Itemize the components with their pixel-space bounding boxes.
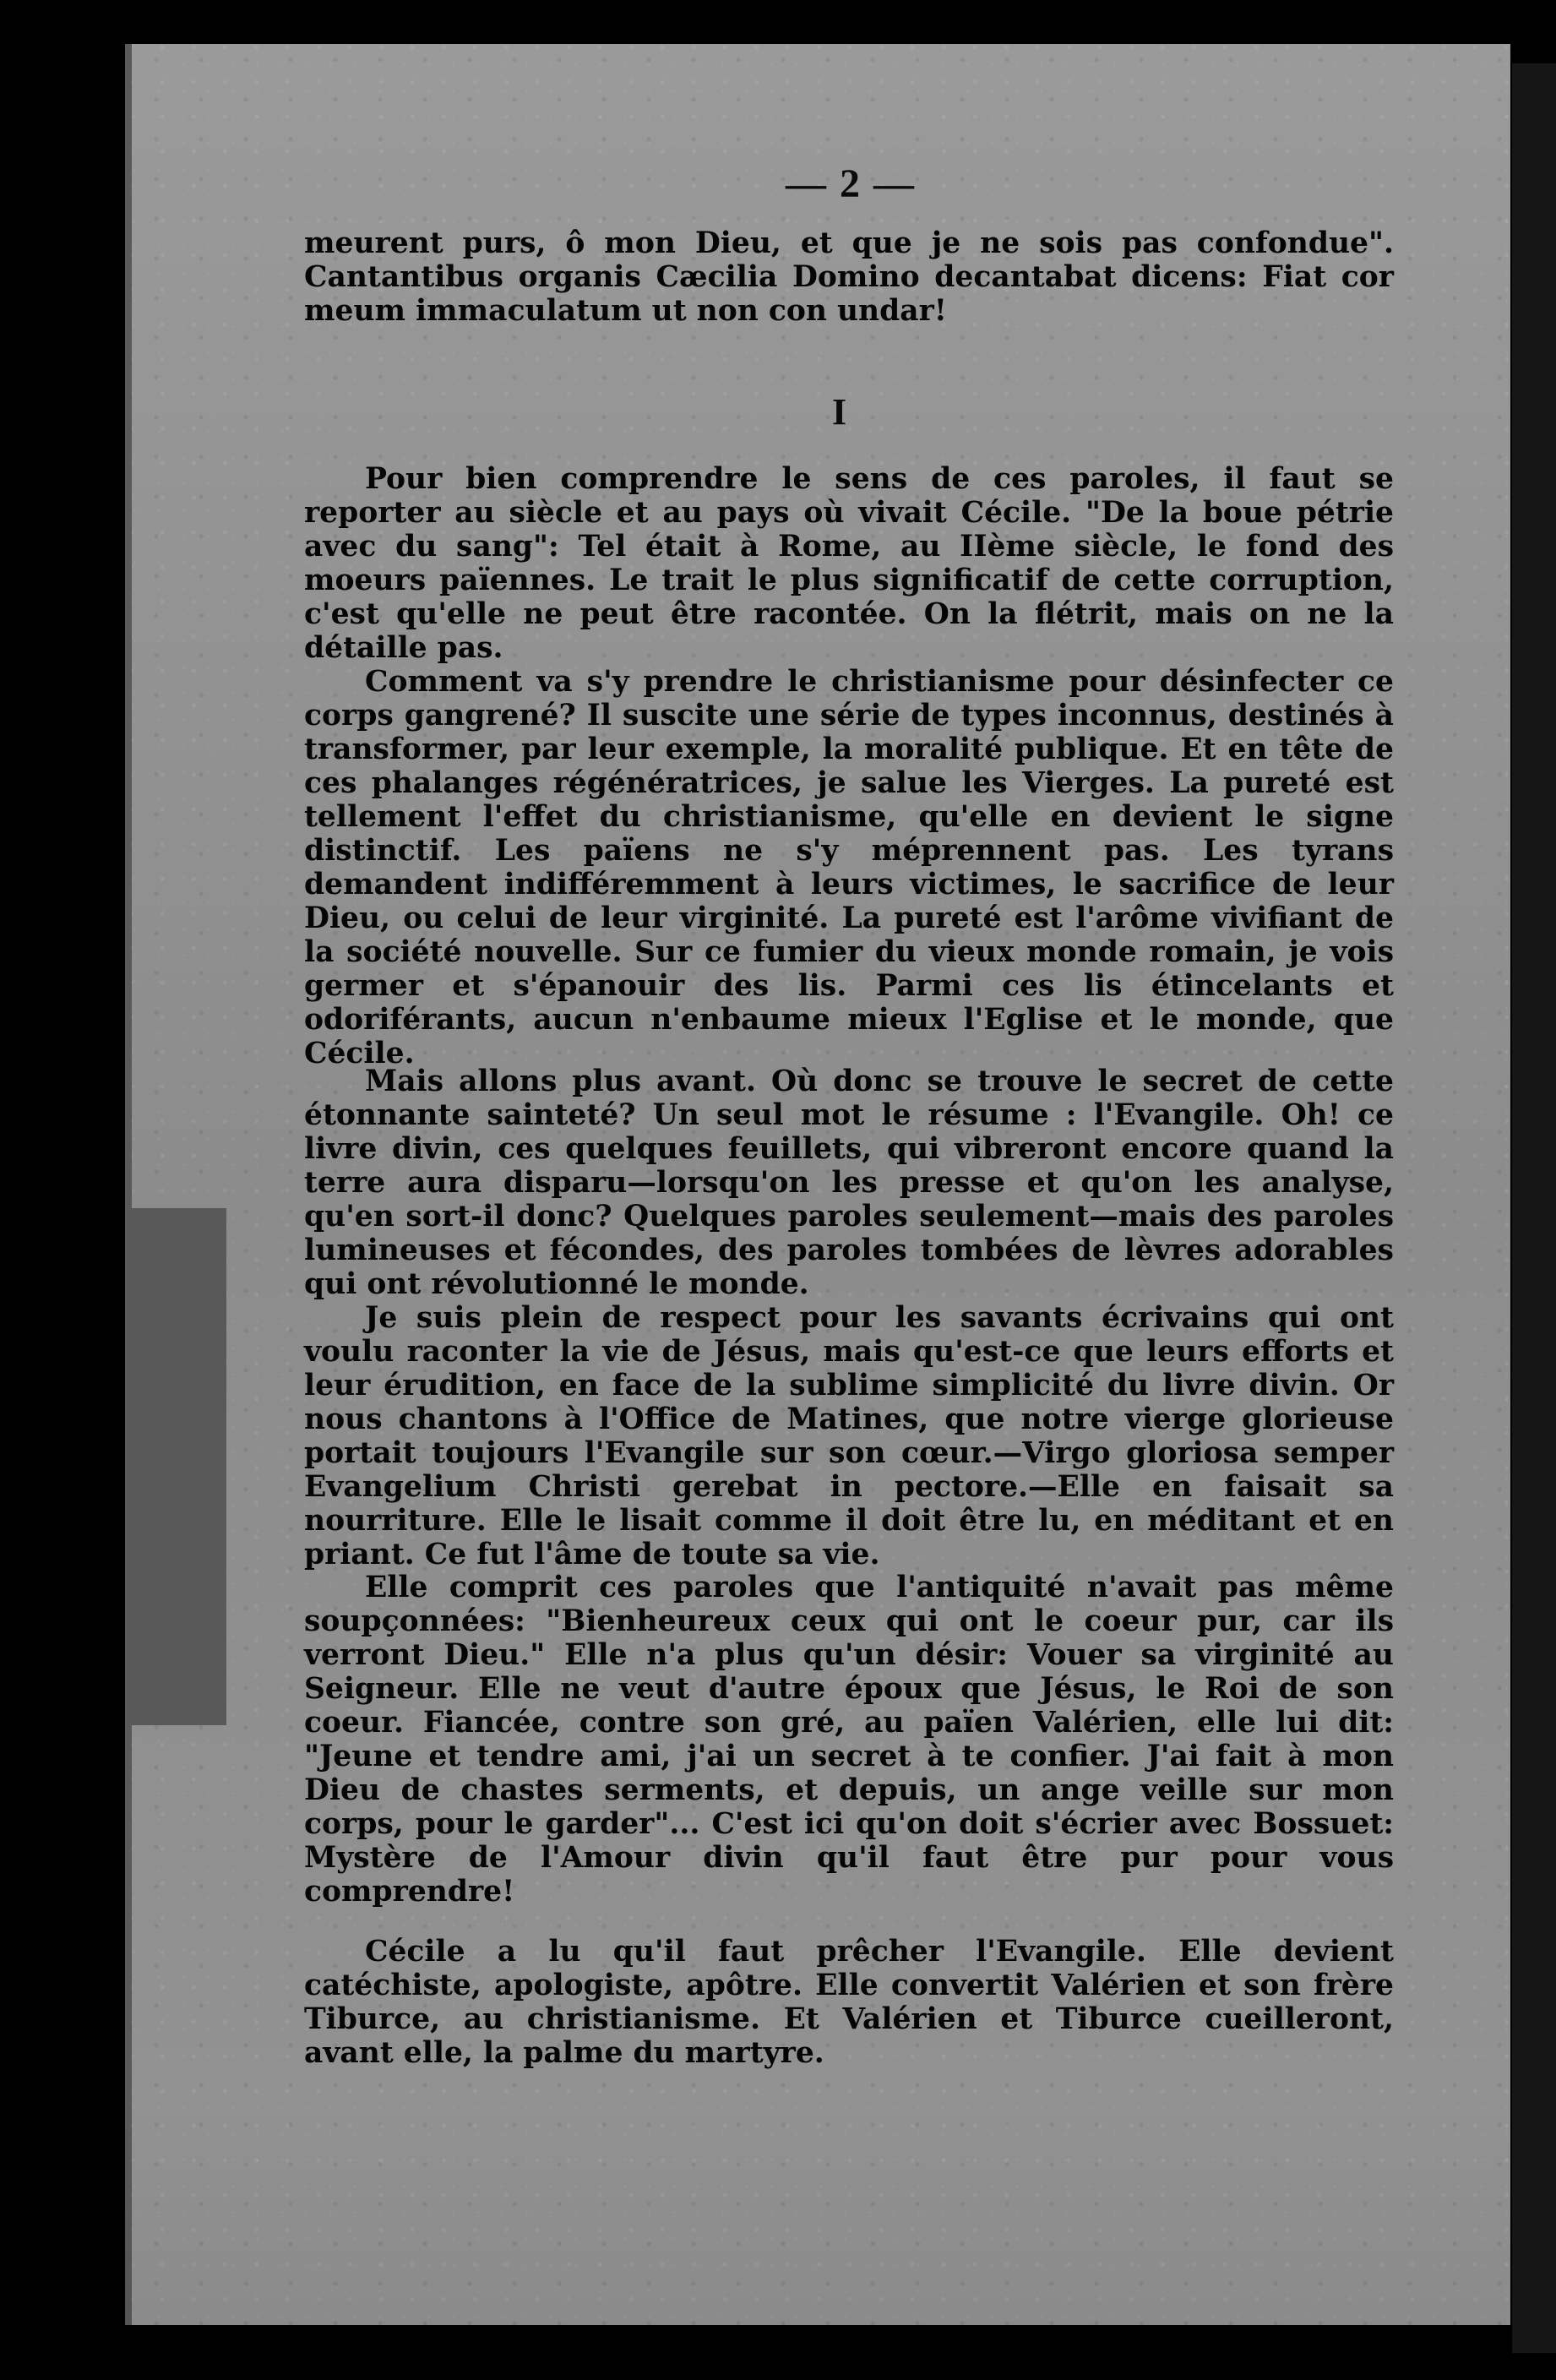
- paragraph-4: Je suis plein de respect pour les savants écrivains qui ont voulu raconter la vie de Jésus, mais qu'est-ce que leurs efforts et leur érudition, en face de la sublime simplicité du livre divin. Or nous chantons à l'Office de Matines, que notre vierge glorieuse portait toujours l'Evangile sur son cœur.—Virgo gloriosa semper Evangelium Christi gerebat in pectore.—Elle en faisait sa nourriture. Elle le lisait comme il doit être lu, en méditant et en priant. Ce fut l'âme de toute sa vie.: [304, 1301, 1394, 1571]
- page-number: — 2 —: [786, 161, 916, 206]
- text-block-1: [304, 462, 1394, 1070]
- page-left-edge: [125, 44, 132, 2325]
- opening-lines: meurent purs, ô mon Dieu, et que je ne sois pas confondue". Cantantibus organis Cæcilia Domino decantabat dicens: Fiat cor meum immaculatum ut non con undar!: [304, 226, 1394, 328]
- text-block-3: [304, 1571, 1394, 1909]
- paragraph-3: Mais allons plus avant. Où donc se trouve le secret de cette étonnante sainteté? Un seul mot le résume : l'Evangile. Oh! ce livre divin, ces quelques feuillets, qui vibreront encore quand la terre aura disparu—lorsqu'on les presse et qu'on les analyse, qu'en sort-il donc? Quelques paroles seulement—mais des paroles lumineuses et fécondes, des paroles tombées de lèvres adorables qui ont révolutionné le monde.: [304, 1065, 1394, 1301]
- text-block-2: [304, 1065, 1394, 1571]
- opening-text: [304, 226, 1394, 328]
- scan-marker-bar: [132, 1208, 226, 1725]
- paragraph-6: Cécile a lu qu'il faut prêcher l'Evangile. Elle devient catéchiste, apologiste, apôtre. Elle convertit Valérien et son frère Tiburce, au christianisme. Et Valérien et Tiburce cueilleront, avant elle, la palme du martyre.: [304, 1935, 1394, 2070]
- scan-right-margin: [1512, 63, 1556, 2353]
- paragraph-2: Comment va s'y prendre le christianisme pour désinfecter ce corps gangrené? Il suscite une série de types inconnus, destinés à transformer, par leur exemple, la moralité publique. Et en tête de ces phalanges régénératrices, je salue les Vierges. La pureté est tellement l'effet du christianisme, qu'elle en devient le signe distinctif. Les païens ne s'y méprennent pas. Les tyrans demandent indifféremment à leurs victimes, le sacrifice de leur Dieu, ou celui de leur virginité. La pureté est l'arôme vivifiant de la société nouvelle. Sur ce fumier du vieux monde romain, je vois germer et s'épanouir des lis. Parmi ces lis étincelants et odoriférants, aucun n'enbaume mieux l'Eglise et le monde, que Cécile.: [304, 665, 1394, 1070]
- section-heading: I: [832, 391, 847, 433]
- paragraph-1: Pour bien comprendre le sens de ces paroles, il faut se reporter au siècle et au pays où vivait Cécile. "De la boue pétrie avec du sang": Tel était à Rome, au IIème siècle, le fond des moeurs païennes. Le trait le plus significatif de cette corruption, c'est qu'elle ne peut être racontée. On la flétrit, mais on ne la détaille pas.: [304, 462, 1394, 665]
- text-block-4: [304, 1935, 1394, 2070]
- paragraph-5: Elle comprit ces paroles que l'antiquité n'avait pas même soupçonnées: "Bienheureux ceux qui ont le coeur pur, car ils verront Dieu." Elle n'a plus qu'un désir: Vouer sa virginité au Seigneur. Elle ne veut d'autre époux que Jésus, le Roi de son coeur. Fiancée, contre son gré, au païen Valérien, elle lui dit: "Jeune et tendre ami, j'ai un secret à te confier. J'ai fait à mon Dieu de chastes serments, et depuis, un ange veille sur mon corps, pour le garder"... C'est ici qu'on doit s'écrier avec Bossuet: Mystère de l'Amour divin qu'il faut être pur pour vous comprendre!: [304, 1571, 1394, 1909]
- page-bottom-shade: [125, 2104, 1510, 2325]
